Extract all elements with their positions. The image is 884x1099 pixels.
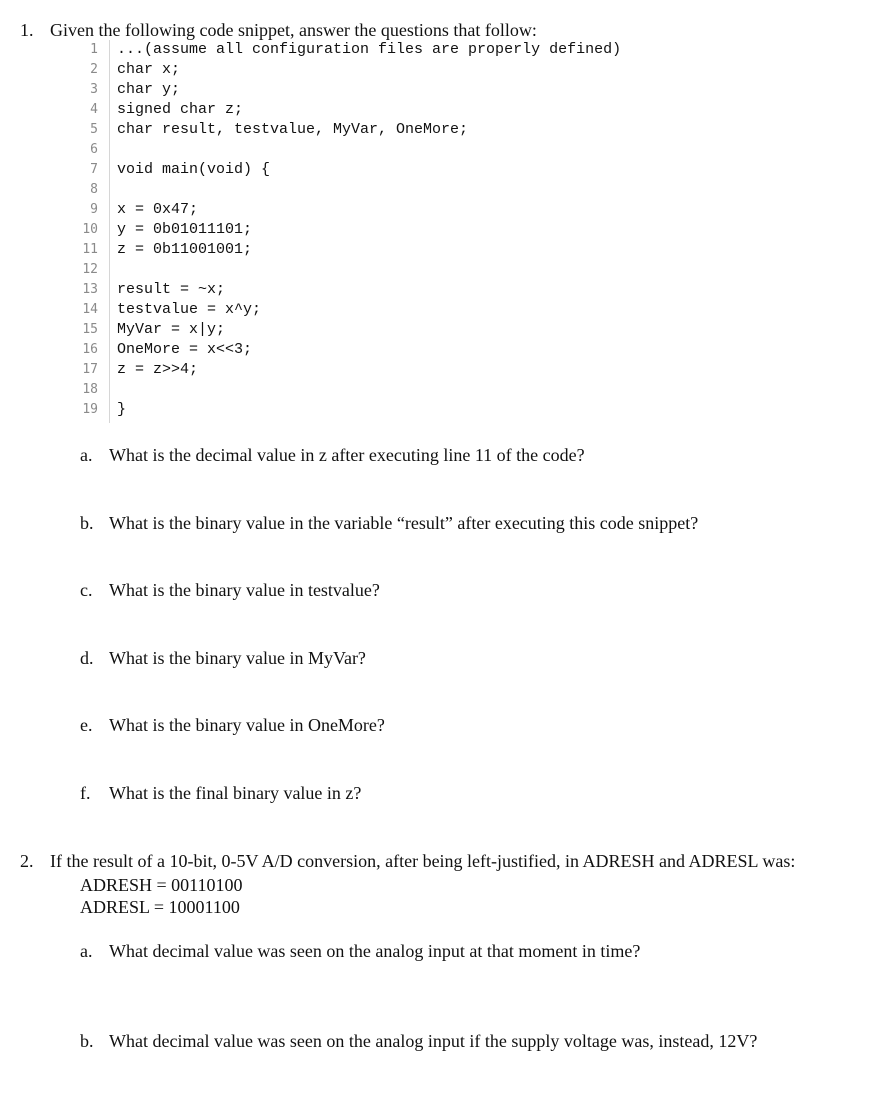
code-text: signed char z;: [117, 101, 244, 118]
subquestion-text: What is the decimal value in z after executing line 11 of the code?: [109, 445, 585, 465]
subquestion-text: What is the final binary value in z?: [109, 783, 362, 803]
line-number: 7: [90, 162, 98, 177]
code-text: y = 0b01011101;: [117, 221, 253, 238]
question-2: [20, 850, 870, 874]
subquestion-text: What is the binary value in OneMore?: [109, 715, 385, 735]
line-number: 19: [82, 402, 98, 417]
code-line: [76, 300, 776, 320]
line-number: 18: [82, 382, 98, 397]
question-text: Given the following code snippet, answer the questions that follow:: [50, 20, 537, 40]
code-line: [76, 340, 776, 360]
register-adresh: ADRESH = 00110100: [80, 875, 243, 895]
line-number: 5: [90, 122, 98, 137]
code-text: char result, testvalue, MyVar, OneMore;: [117, 121, 469, 138]
line-number: 6: [90, 142, 98, 157]
code-text: ...(assume all configuration files are properly defined): [117, 41, 622, 58]
line-number: 4: [90, 102, 98, 117]
subquestion-letter: e.: [80, 715, 93, 735]
subquestion-text: What is the binary value in testvalue?: [109, 580, 380, 600]
line-number: 10: [82, 222, 98, 237]
subquestion-letter: b.: [80, 513, 94, 533]
line-number: 2: [90, 62, 98, 77]
subquestion-text: What is the binary value in the variable “result” after executing this code snippet?: [109, 513, 699, 533]
line-number: 9: [90, 202, 98, 217]
question-text: If the result of a 10-bit, 0-5V A/D conversion, after being left-justified, in ADRESH and ADRESL was:: [50, 851, 796, 871]
code-text: void main(void) {: [117, 161, 271, 178]
code-text: x = 0x47;: [117, 201, 199, 218]
code-line: [76, 180, 776, 200]
line-number: 12: [82, 262, 98, 277]
subquestion-text: What decimal value was seen on the analog input if the supply voltage was, instead, 12V?: [109, 1031, 758, 1051]
code-text: char y;: [117, 81, 181, 98]
code-text: MyVar = x|y;: [117, 321, 226, 338]
line-number: 15: [82, 322, 98, 337]
code-line: [76, 140, 776, 160]
code-line: [76, 280, 776, 300]
subquestion-letter: f.: [80, 783, 91, 803]
code-line: [76, 240, 776, 260]
subquestion-letter: c.: [80, 580, 93, 600]
subquestion-letter: d.: [80, 648, 94, 668]
line-number: 13: [82, 282, 98, 297]
code-line: [76, 120, 776, 140]
line-number: 3: [90, 82, 98, 97]
code-text: char x;: [117, 61, 181, 78]
subquestion-text: What is the binary value in MyVar?: [109, 648, 366, 668]
code-text: OneMore = x<<3;: [117, 341, 253, 358]
question-number: 1.: [20, 20, 34, 40]
code-text: testvalue = x^y;: [117, 301, 262, 318]
code-line: [76, 100, 776, 120]
code-line: [76, 380, 776, 400]
line-number: 1: [90, 42, 98, 57]
question-number: 2.: [20, 851, 34, 871]
subquestion-text: What decimal value was seen on the analog input at that moment in time?: [109, 941, 641, 961]
subquestion-letter: b.: [80, 1031, 94, 1051]
register-adresl: ADRESL = 10001100: [80, 897, 240, 917]
subquestion-letter: a.: [80, 941, 93, 961]
code-line: [76, 360, 776, 380]
line-number: 17: [82, 362, 98, 377]
subquestion-letter: a.: [80, 445, 93, 465]
line-number: 14: [82, 302, 98, 317]
code-text: result = ~x;: [117, 281, 226, 298]
line-number: 8: [90, 182, 98, 197]
code-text: z = z>>4;: [117, 361, 199, 378]
code-line: [76, 80, 776, 100]
code-line: [76, 60, 776, 80]
code-text: z = 0b11001001;: [117, 241, 253, 258]
code-text: }: [117, 401, 127, 418]
code-line: [76, 400, 776, 420]
line-number: 11: [82, 242, 98, 257]
code-line: [76, 160, 776, 180]
code-line: [76, 320, 776, 340]
code-line: [76, 260, 776, 280]
line-number: 16: [82, 342, 98, 357]
code-line: [76, 40, 776, 60]
code-line: [76, 200, 776, 220]
code-line: [76, 220, 776, 240]
